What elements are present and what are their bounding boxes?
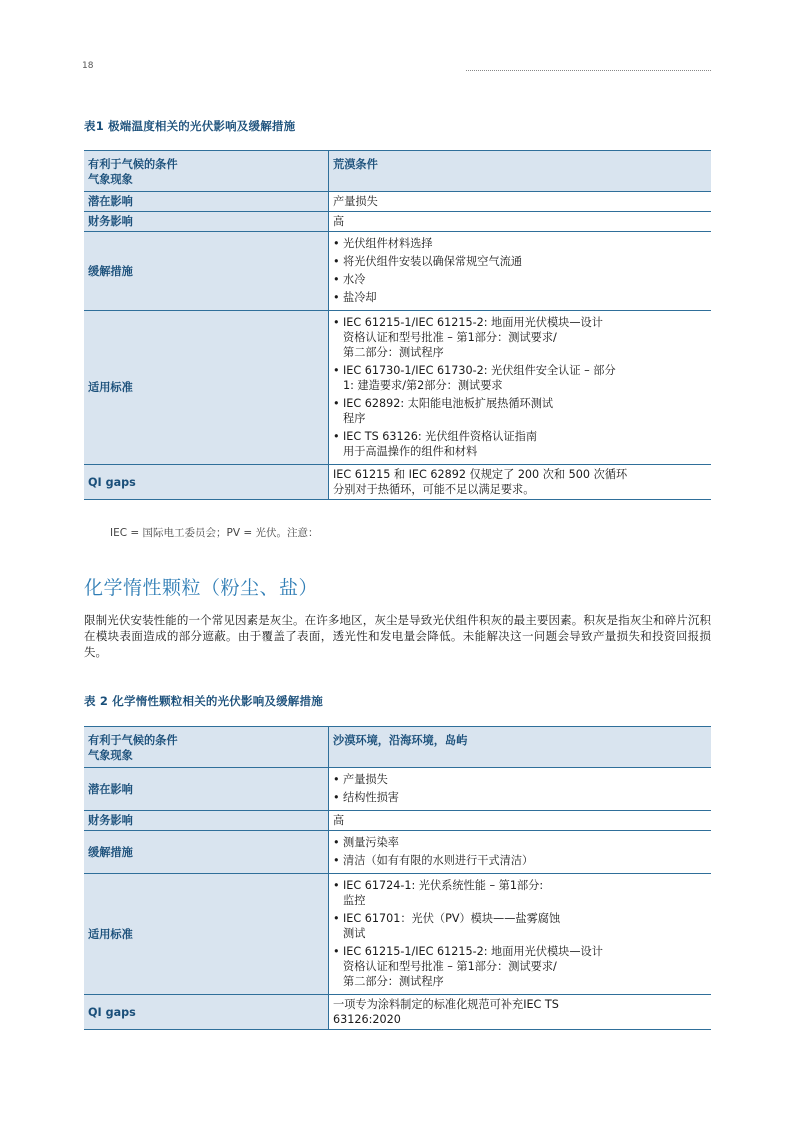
row-label: 潜在影响	[84, 768, 329, 811]
row-label: 财务影响	[84, 212, 329, 232]
header-label: 有利于气候的条件 气象现象	[84, 151, 329, 192]
row-value: 高	[329, 811, 712, 831]
table1-title: 表1 极端温度相关的光伏影响及缓解措施	[84, 119, 296, 133]
row-value	[329, 874, 712, 995]
header-dotted-rule	[466, 70, 711, 71]
table-row	[84, 311, 711, 465]
table-row	[84, 811, 711, 831]
bullet-item: • IEC 62892: 太阳能电池板扩展热循环测试 程序	[333, 396, 707, 426]
bullet-item: • 光伏组件材料选择	[333, 236, 707, 251]
table1	[84, 150, 711, 500]
bullet-item: • 产量损失	[333, 772, 707, 787]
row-value: 一项专为涂料制定的标准化规范可补充IEC TS 63126:2020	[329, 995, 712, 1030]
bullet-item: • 水冷	[333, 272, 707, 287]
section-heading: 化学惰性颗粒（粉尘、盐）	[84, 577, 319, 599]
row-label: 财务影响	[84, 811, 329, 831]
bullet-item: • IEC 61701：光伏（PV）模块——盐雾腐蚀 测试	[333, 911, 707, 941]
row-label: QI gaps	[84, 465, 329, 500]
row-value	[329, 831, 712, 874]
table-row	[84, 212, 711, 232]
table-row	[84, 465, 711, 500]
row-label: 适用标准	[84, 874, 329, 995]
header-value: 沙漠环境，沿海环境，岛屿	[329, 727, 712, 768]
row-value	[329, 768, 712, 811]
row-value	[329, 311, 712, 465]
bullet-item: • 清洁（如有有限的水则进行干式清洁）	[333, 853, 707, 868]
bullet-item: • 结构性损害	[333, 790, 707, 805]
bullet-item: • 测量污染率	[333, 835, 707, 850]
bullet-item: • IEC 61215-1/IEC 61215-2: 地面用光伏模块—设计 资格认证和型号批准 – 第1部分：测试要求/ 第二部分：测试程序	[333, 944, 707, 989]
bullet-item: • IEC 61730-1/IEC 61730-2: 光伏组件安全认证 – 部分 1: 建造要求/第2部分：测试要求	[333, 363, 707, 393]
row-value: IEC 61215 和 IEC 62892 仅规定了 200 次和 500 次循环 分别对于热循环，可能不足以满足要求。	[329, 465, 712, 500]
table2-title: 表 2 化学惰性颗粒相关的光伏影响及缓解措施	[84, 694, 323, 708]
row-value: 高	[329, 212, 712, 232]
bullet-item: • IEC 61215-1/IEC 61215-2: 地面用光伏模块—设计 资格认证和型号批准 – 第1部分：测试要求/ 第二部分：测试程序	[333, 315, 707, 360]
header-value: 荒漠条件	[329, 151, 712, 192]
bullet-item: • 盐冷却	[333, 290, 707, 305]
row-label: 缓解措施	[84, 831, 329, 874]
row-value	[329, 232, 712, 311]
table1-note: IEC = 国际电工委员会；PV = 光伏。注意：	[110, 527, 319, 539]
table-row	[84, 192, 711, 212]
bullet-item: • 将光伏组件安装以确保常规空气流通	[333, 254, 707, 269]
table-row	[84, 995, 711, 1030]
row-label: 缓解措施	[84, 232, 329, 311]
row-label: QI gaps	[84, 995, 329, 1030]
table-row	[84, 831, 711, 874]
bullet-item: • IEC TS 63126: 光伏组件资格认证指南 用于高温操作的组件和材料	[333, 429, 707, 459]
section-paragraph: 限制光伏安装性能的一个常见因素是灰尘。在许多地区，灰尘是导致光伏组件积灰的最主要因素。积灰是指灰尘和碎片沉积在模块表面造成的部分遮蔽。由于覆盖了表面，透光性和发电量会降低。未能解决这一问题会导致产量损失和投资回报损失。	[84, 613, 711, 659]
table-row	[84, 874, 711, 995]
row-label: 适用标准	[84, 311, 329, 465]
table2	[84, 726, 711, 1030]
row-value: 产量损失	[329, 192, 712, 212]
page-number: 18	[82, 61, 94, 71]
row-label: 潜在影响	[84, 192, 329, 212]
header-label: 有利于气候的条件 气象现象	[84, 727, 329, 768]
table-row	[84, 768, 711, 811]
table-header-row	[84, 151, 711, 192]
bullet-item: • IEC 61724-1: 光伏系统性能 – 第1部分: 监控	[333, 878, 707, 908]
table-row	[84, 232, 711, 311]
table-header-row	[84, 727, 711, 768]
